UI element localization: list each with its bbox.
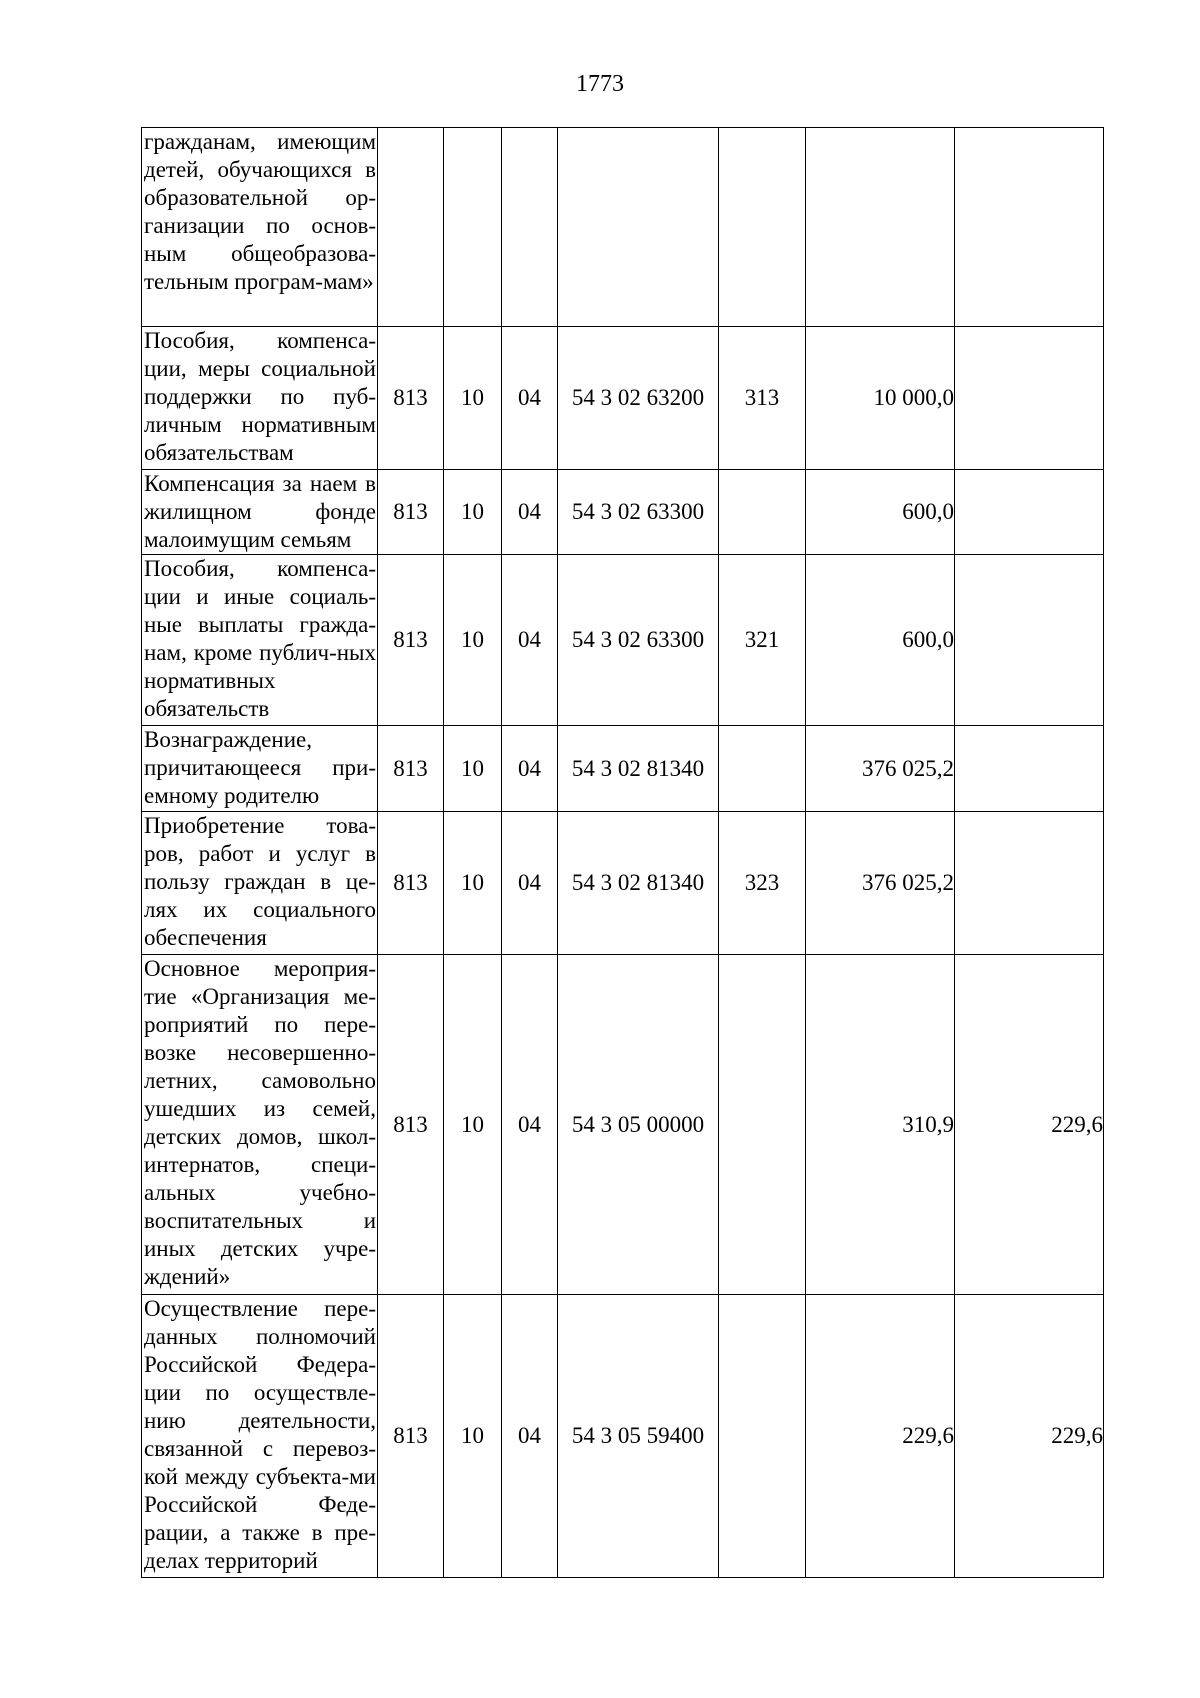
section-code: 10 — [444, 1295, 502, 1578]
target-code: 54 3 02 63300 — [558, 555, 719, 726]
admin-code: 813 — [378, 955, 444, 1295]
table-row — [142, 128, 1104, 327]
expense-code: 313 — [719, 327, 806, 470]
table-row — [142, 470, 1104, 555]
section-code: 10 — [444, 812, 502, 955]
expense-code — [719, 726, 806, 812]
section-code: 10 — [444, 726, 502, 812]
sum-2 — [955, 128, 1104, 327]
sum-2 — [955, 470, 1104, 555]
section-code: 10 — [444, 327, 502, 470]
sum-1: 376 025,2 — [806, 726, 955, 812]
sum-2 — [955, 327, 1104, 470]
expense-code — [719, 1295, 806, 1578]
expense-code — [719, 128, 806, 327]
admin-code: 813 — [378, 1295, 444, 1578]
table-row — [142, 955, 1104, 1295]
target-code: 54 3 02 63300 — [558, 470, 719, 555]
section-code: 10 — [444, 470, 502, 555]
expense-code: 323 — [719, 812, 806, 955]
sum-1: 229,6 — [806, 1295, 955, 1578]
target-code: 54 3 05 00000 — [558, 955, 719, 1295]
target-code — [558, 128, 719, 327]
row-name: Основное мероприя-тие «Организация ме-роприятий по пере-возке несовершенно-летних, самовольно ушедших из семей, детских домов, школ-интернатов, специ-альных учебно-воспитательных и иных детских учре-ждений» — [142, 955, 378, 1295]
table-row — [142, 812, 1104, 955]
row-name: Пособия, компенса-ции и иные социаль-ные выплаты гражда-нам, кроме публич-ных нормативных обязательств — [142, 555, 378, 726]
sum-1: 10 000,0 — [806, 327, 955, 470]
subsection-code: 04 — [502, 726, 558, 812]
row-name: Осуществление пере-данных полномочий Российской Федера-ции по осуществле-нию деятельности, связанной с перевоз-кой между субъекта-ми Российской Феде-рации, а также в пре-делах территорий — [142, 1295, 378, 1578]
sum-2: 229,6 — [955, 1295, 1104, 1578]
row-name: Компенсация за наем в жилищном фонде малоимущим семьям — [142, 470, 378, 555]
sum-1 — [806, 128, 955, 327]
page-number: 1773 — [576, 71, 624, 97]
row-name: Приобретение това-ров, работ и услуг в пользу граждан в це-лях их социального обеспечения — [142, 812, 378, 955]
sum-1: 310,9 — [806, 955, 955, 1295]
subsection-code: 04 — [502, 555, 558, 726]
table-row — [142, 327, 1104, 470]
table-row — [142, 1295, 1104, 1578]
table-row — [142, 555, 1104, 726]
expense-code — [719, 955, 806, 1295]
admin-code: 813 — [378, 327, 444, 470]
section-code — [444, 128, 502, 327]
subsection-code: 04 — [502, 470, 558, 555]
section-code: 10 — [444, 955, 502, 1295]
subsection-code: 04 — [502, 327, 558, 470]
admin-code: 813 — [378, 726, 444, 812]
sum-1: 600,0 — [806, 470, 955, 555]
target-code: 54 3 02 81340 — [558, 726, 719, 812]
budget-table — [141, 127, 1104, 1578]
subsection-code: 04 — [502, 955, 558, 1295]
expense-code: 321 — [719, 555, 806, 726]
row-name: Вознаграждение, причитающееся при-емному родителю — [142, 726, 378, 812]
subsection-code — [502, 128, 558, 327]
admin-code: 813 — [378, 812, 444, 955]
sum-2 — [955, 726, 1104, 812]
row-name: Пособия, компенса-ции, меры социальной поддержки по пуб-личным нормативным обязательствам — [142, 327, 378, 470]
admin-code: 813 — [378, 470, 444, 555]
expense-code — [719, 470, 806, 555]
admin-code — [378, 128, 444, 327]
subsection-code: 04 — [502, 1295, 558, 1578]
sum-2 — [955, 555, 1104, 726]
target-code: 54 3 05 59400 — [558, 1295, 719, 1578]
sum-1: 376 025,2 — [806, 812, 955, 955]
sum-2 — [955, 812, 1104, 955]
sum-1: 600,0 — [806, 555, 955, 726]
row-name: гражданам, имеющим детей, обучающихся в образовательной ор-ганизации по основ-ным общеобразова-тельным програм-мам» — [142, 128, 378, 327]
target-code: 54 3 02 63200 — [558, 327, 719, 470]
sum-2: 229,6 — [955, 955, 1104, 1295]
admin-code: 813 — [378, 555, 444, 726]
target-code: 54 3 02 81340 — [558, 812, 719, 955]
subsection-code: 04 — [502, 812, 558, 955]
table-row — [142, 726, 1104, 812]
section-code: 10 — [444, 555, 502, 726]
